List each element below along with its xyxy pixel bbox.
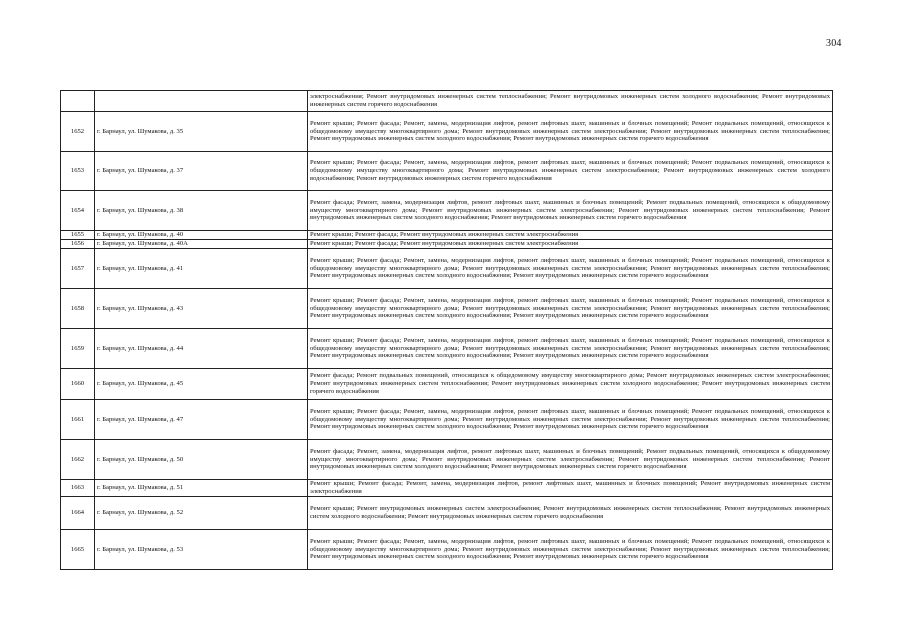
row-address [95, 91, 308, 112]
row-number: 1658 [61, 289, 95, 329]
row-number: 1661 [61, 400, 95, 440]
row-address: г. Барнаул, ул. Шумакова, д. 35 [95, 112, 308, 152]
row-works: Ремонт крыши; Ремонт фасада; Ремонт, замена, модернизация лифтов, ремонт лифтовых шахт, машинных и блочных помещений; Ремонт подвальных помещений, относящихся к общедомовому имуществу многоквартирного дома; Ремонт внутридомовых инженерных систем электроснабжения; Ремонт внутридомовых инженерных систем теплоснабжения; Ремонт внутридомовых инженерных систем холодного водоснабжения; Ремонт внутридомовых инженерных систем горячего водоснабжения [308, 112, 833, 152]
row-works: Ремонт крыши; Ремонт фасада; Ремонт, замена, модернизация лифтов, ремонт лифтовых шахт, машинных и блочных помещений; Ремонт подвальных помещений, относящихся к общедомовому имуществу многоквартирного дома; Ремонт внутридомовых инженерных систем электроснабжения; Ремонт внутридомовых инженерных систем теплоснабжения; Ремонт внутридомовых инженерных систем холодного водоснабжения; Ремонт внутридомовых инженерных систем горячего водоснабжения [308, 530, 833, 570]
row-works: Ремонт крыши; Ремонт фасада; Ремонт, замена, модернизация лифтов, ремонт лифтовых шахт, машинных и блочных помещений; Ремонт подвальных помещений, относящихся к общедомовому имуществу многоквартирного дома; Ремонт внутридомовых инженерных систем электроснабжения; Ремонт внутридомовых инженерных систем холодного водоснабжения; Ремонт внутридомовых инженерных систем горячего водоснабжения [308, 152, 833, 191]
row-number: 1659 [61, 329, 95, 369]
page-number: 304 [826, 38, 842, 49]
row-works: Ремонт крыши; Ремонт фасада; Ремонт внутридомовых инженерных систем электроснабжения [308, 240, 833, 249]
row-works: электроснабжения; Ремонт внутридомовых инженерных систем теплоснабжения; Ремонт внутридомовых инженерных систем холодного водоснабжения; Ремонт внутридомовых инженерных систем горячего водоснабжения [308, 91, 833, 112]
row-number: 1660 [61, 369, 95, 400]
table-row [61, 240, 833, 249]
table-row [61, 530, 833, 570]
row-number: 1657 [61, 249, 95, 289]
row-number: 1654 [61, 191, 95, 231]
row-works: Ремонт крыши; Ремонт фасада; Ремонт, замена, модернизация лифтов, ремонт лифтовых шахт, машинных и блочных помещений; Ремонт внутридомовых инженерных систем электроснабжения [308, 480, 833, 497]
row-address: г. Барнаул, ул. Шумакова, д. 40А [95, 240, 308, 249]
table-row [61, 191, 833, 231]
row-number: 1652 [61, 112, 95, 152]
row-number [61, 91, 95, 112]
row-address: г. Барнаул, ул. Шумакова, д. 51 [95, 480, 308, 497]
row-address: г. Барнаул, ул. Шумакова, д. 38 [95, 191, 308, 231]
table-row [61, 152, 833, 191]
repair-register-table [60, 90, 833, 570]
row-number: 1656 [61, 240, 95, 249]
row-number: 1663 [61, 480, 95, 497]
table-row [61, 369, 833, 400]
row-works: Ремонт крыши; Ремонт фасада; Ремонт, замена, модернизация лифтов, ремонт лифтовых шахт, машинных и блочных помещений; Ремонт подвальных помещений, относящихся к общедомовому имуществу многоквартирного дома; Ремонт внутридомовых инженерных систем электроснабжения; Ремонт внутридомовых инженерных систем теплоснабжения; Ремонт внутридомовых инженерных систем холодного водоснабжения; Ремонт внутридомовых инженерных систем горячего водоснабжения [308, 400, 833, 440]
row-number: 1662 [61, 440, 95, 480]
table-row [61, 400, 833, 440]
row-number: 1653 [61, 152, 95, 191]
row-works: Ремонт фасада; Ремонт, замена, модернизация лифтов, ремонт лифтовых шахт, машинных и блочных помещений; Ремонт подвальных помещений, относящихся к общедомовому имуществу многоквартирного дома; Ремонт внутридомовых инженерных систем электроснабжения; Ремонт внутридомовых инженерных систем теплоснабжения; Ремонт внутридомовых инженерных систем холодного водоснабжения; Ремонт внутридомовых инженерных систем горячего водоснабжения [308, 191, 833, 231]
row-address: г. Барнаул, ул. Шумакова, д. 40 [95, 231, 308, 240]
row-works: Ремонт крыши; Ремонт фасада; Ремонт, замена, модернизация лифтов, ремонт лифтовых шахт, машинных и блочных помещений; Ремонт подвальных помещений, относящихся к общедомовому имуществу многоквартирного дома; Ремонт внутридомовых инженерных систем электроснабжения; Ремонт внутридомовых инженерных систем теплоснабжения; Ремонт внутридомовых инженерных систем холодного водоснабжения; Ремонт внутридомовых инженерных систем горячего водоснабжения [308, 289, 833, 329]
table-row [61, 112, 833, 152]
row-address: г. Барнаул, ул. Шумакова, д. 37 [95, 152, 308, 191]
row-address: г. Барнаул, ул. Шумакова, д. 44 [95, 329, 308, 369]
table-row [61, 480, 833, 497]
row-address: г. Барнаул, ул. Шумакова, д. 45 [95, 369, 308, 400]
row-number: 1665 [61, 530, 95, 570]
row-address: г. Барнаул, ул. Шумакова, д. 47 [95, 400, 308, 440]
row-works: Ремонт крыши; Ремонт фасада; Ремонт внутридомовых инженерных систем электроснабжения [308, 231, 833, 240]
table-row [61, 91, 833, 112]
table-row [61, 289, 833, 329]
row-works: Ремонт крыши; Ремонт фасада; Ремонт, замена, модернизация лифтов, ремонт лифтовых шахт, машинных и блочных помещений; Ремонт подвальных помещений, относящихся к общедомовому имуществу многоквартирного дома; Ремонт внутридомовых инженерных систем электроснабжения; Ремонт внутридомовых инженерных систем теплоснабжения; Ремонт внутридомовых инженерных систем холодного водоснабжения; Ремонт внутридомовых инженерных систем горячего водоснабжения [308, 249, 833, 289]
row-works: Ремонт крыши; Ремонт фасада; Ремонт, замена, модернизация лифтов, ремонт лифтовых шахт, машинных и блочных помещений; Ремонт подвальных помещений, относящихся к общедомовому имуществу многоквартирного дома; Ремонт внутридомовых инженерных систем электроснабжения; Ремонт внутридомовых инженерных систем теплоснабжения; Ремонт внутридомовых инженерных систем холодного водоснабжения; Ремонт внутридомовых инженерных систем горячего водоснабжения [308, 329, 833, 369]
row-address: г. Барнаул, ул. Шумакова, д. 43 [95, 289, 308, 329]
row-number: 1655 [61, 231, 95, 240]
table-row [61, 440, 833, 480]
row-address: г. Барнаул, ул. Шумакова, д. 41 [95, 249, 308, 289]
table-row [61, 231, 833, 240]
row-address: г. Барнаул, ул. Шумакова, д. 50 [95, 440, 308, 480]
row-number: 1664 [61, 497, 95, 530]
row-address: г. Барнаул, ул. Шумакова, д. 52 [95, 497, 308, 530]
row-works: Ремонт крыши; Ремонт внутридомовых инженерных систем электроснабжения; Ремонт внутридомовых инженерных систем теплоснабжения; Ремонт внутридомовых инженерных систем холодного водоснабжения; Ремонт внутридомовых инженерных систем горячего водоснабжения [308, 497, 833, 530]
table-row [61, 249, 833, 289]
row-works: Ремонт фасада; Ремонт подвальных помещений, относящихся к общедомовому имуществу многоквартирного дома; Ремонт внутридомовых инженерных систем электроснабжения; Ремонт внутридомовых инженерных систем теплоснабжения; Ремонт внутридомовых инженерных систем холодного водоснабжения; Ремонт внутридомовых инженерных систем горячего водоснабжения [308, 369, 833, 400]
row-works: Ремонт фасада; Ремонт, замена, модернизация лифтов, ремонт лифтовых шахт, машинных и блочных помещений; Ремонт подвальных помещений, относящихся к общедомовому имуществу многоквартирного дома; Ремонт внутридомовых инженерных систем электроснабжения; Ремонт внутридомовых инженерных систем теплоснабжения; Ремонт внутридомовых инженерных систем холодного водоснабжения; Ремонт внутридомовых инженерных систем горячего водоснабжения [308, 440, 833, 480]
row-address: г. Барнаул, ул. Шумакова, д. 53 [95, 530, 308, 570]
table-row [61, 329, 833, 369]
table-row [61, 497, 833, 530]
